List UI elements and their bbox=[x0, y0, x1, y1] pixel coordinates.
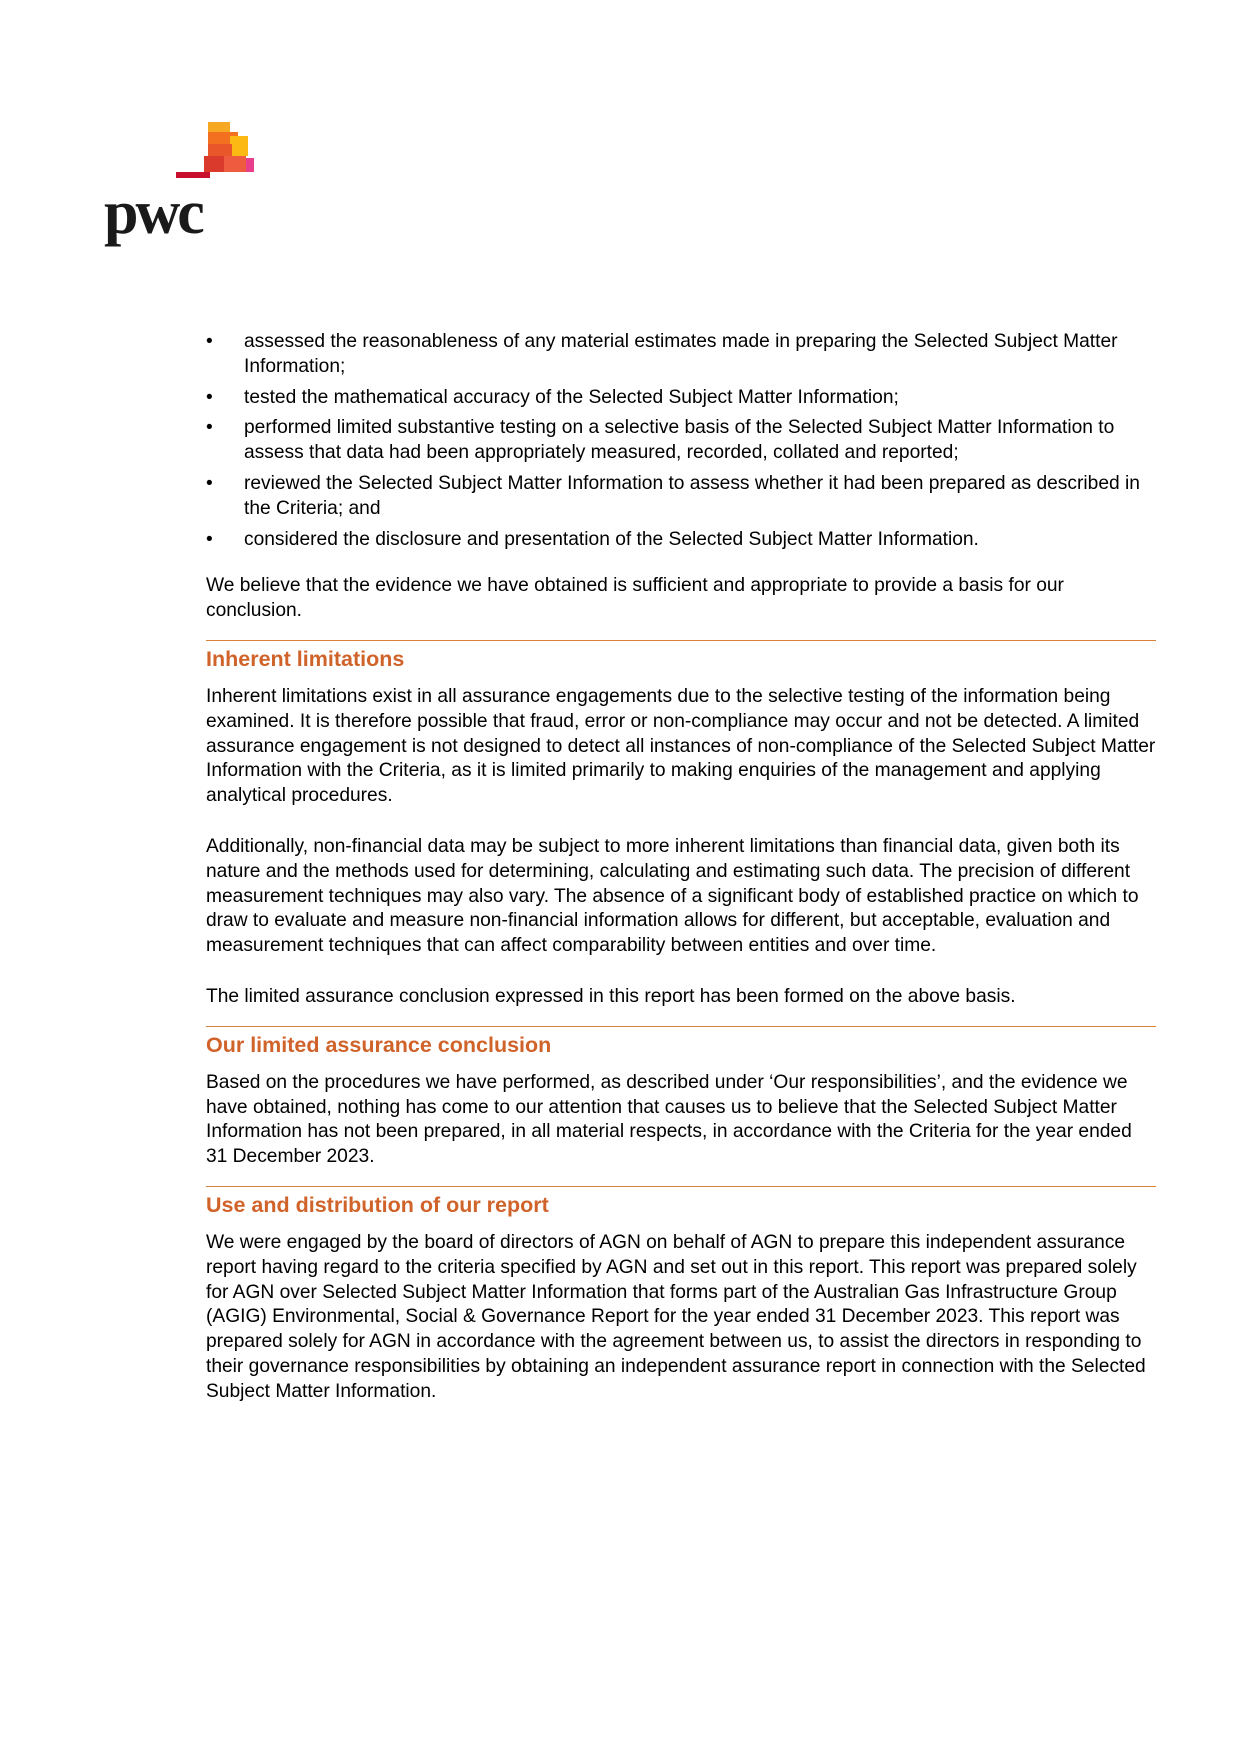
bullet-icon: • bbox=[206, 417, 213, 439]
list-item: • reviewed the Selected Subject Matter Information to assess whether it had been prepared as described in the Criteria; and bbox=[206, 472, 1140, 519]
section-heading: Our limited assurance conclusion bbox=[206, 1032, 552, 1057]
bullet-icon: • bbox=[206, 528, 213, 550]
list-item: • performed limited substantive testing on a selective basis of the Selected Subject Matter Information to assess that data had been appropriately measured, recorded, collated and reported; bbox=[206, 417, 1115, 464]
paragraph: Inherent limitations exist in all assurance engagements due to the selective testing of the information being examined. It is therefore possible that fraud, error or non-compliance may occur and not be detected. A limited assurance engagement is not designed to detect all instances of non-compliance of the Selected Subject Matter Information with the Criteria, as it is limited primarily to making enquiries of the management and applying analytical procedures. bbox=[206, 685, 1156, 807]
paragraph: We were engaged by the board of directors of AGN on behalf of AGN to prepare this independent assurance report having regard to the criteria specified by AGN and set out in this report. This report was prepared solely for AGN over Selected Subject Matter Information that forms part of the Australian Gas Infrastructure Group (AGIG) Environmental, Social & Governance Report for the year ended 31 December 2023. This report was prepared solely for AGN in accordance with the agreement between us, to assist the directors in responding to their governance responsibilities by obtaining an independent assurance report in connection with the Selected Subject Matter Information. bbox=[206, 1231, 1146, 1402]
pwc-wordmark: pwc bbox=[104, 179, 202, 247]
section-heading: Use and distribution of our report bbox=[206, 1192, 549, 1217]
pwc-logo bbox=[104, 122, 274, 252]
bullet-icon: • bbox=[206, 331, 213, 352]
bullet-icon: • bbox=[206, 472, 213, 494]
paragraph: The limited assurance conclusion expressed in this report has been formed on the above basis. bbox=[206, 985, 1016, 1007]
list-item: • assessed the reasonableness of any material estimates made in preparing the Selected Subject Matter Information; bbox=[206, 331, 1118, 377]
pwc-logo-icon bbox=[104, 122, 274, 182]
paragraph: Based on the procedures we have performed, as described under ‘Our responsibilities’, and the evidence we have obtained, nothing has come to our attention that causes us to believe that the Selected Subject Matter Information has not been prepared, in all material respects, in accordance with the Criteria for the year ended 31 December 2023. bbox=[206, 1071, 1132, 1168]
report-body bbox=[206, 330, 1156, 1405]
list-item: • tested the mathematical accuracy of the Selected Subject Matter Information; bbox=[206, 386, 1156, 411]
section-use-and-distribution bbox=[206, 1186, 1156, 1405]
section-heading: Inherent limitations bbox=[206, 646, 405, 671]
evidence-statement: We believe that the evidence we have obtained is sufficient and appropriate to provide a basis for our conclusion. bbox=[206, 575, 1064, 622]
bullet-icon: • bbox=[206, 386, 213, 408]
paragraph: Additionally, non-financial data may be subject to more inherent limitations than financial data, given both its nature and the methods used for determining, calculating and estimating such data. The precision of different measurement techniques may also vary. The absence of a significant body of established practice on which to draw to evaluate and measure non-financial information allows for different, but acceptable, evaluation and measurement techniques that can affect comparability between entities and over time. bbox=[206, 835, 1139, 957]
procedure-list bbox=[206, 330, 1156, 552]
section-inherent-limitations bbox=[206, 640, 1156, 1010]
list-item: • considered the disclosure and presentation of the Selected Subject Matter Information. bbox=[206, 528, 1156, 553]
section-conclusion bbox=[206, 1026, 1156, 1170]
